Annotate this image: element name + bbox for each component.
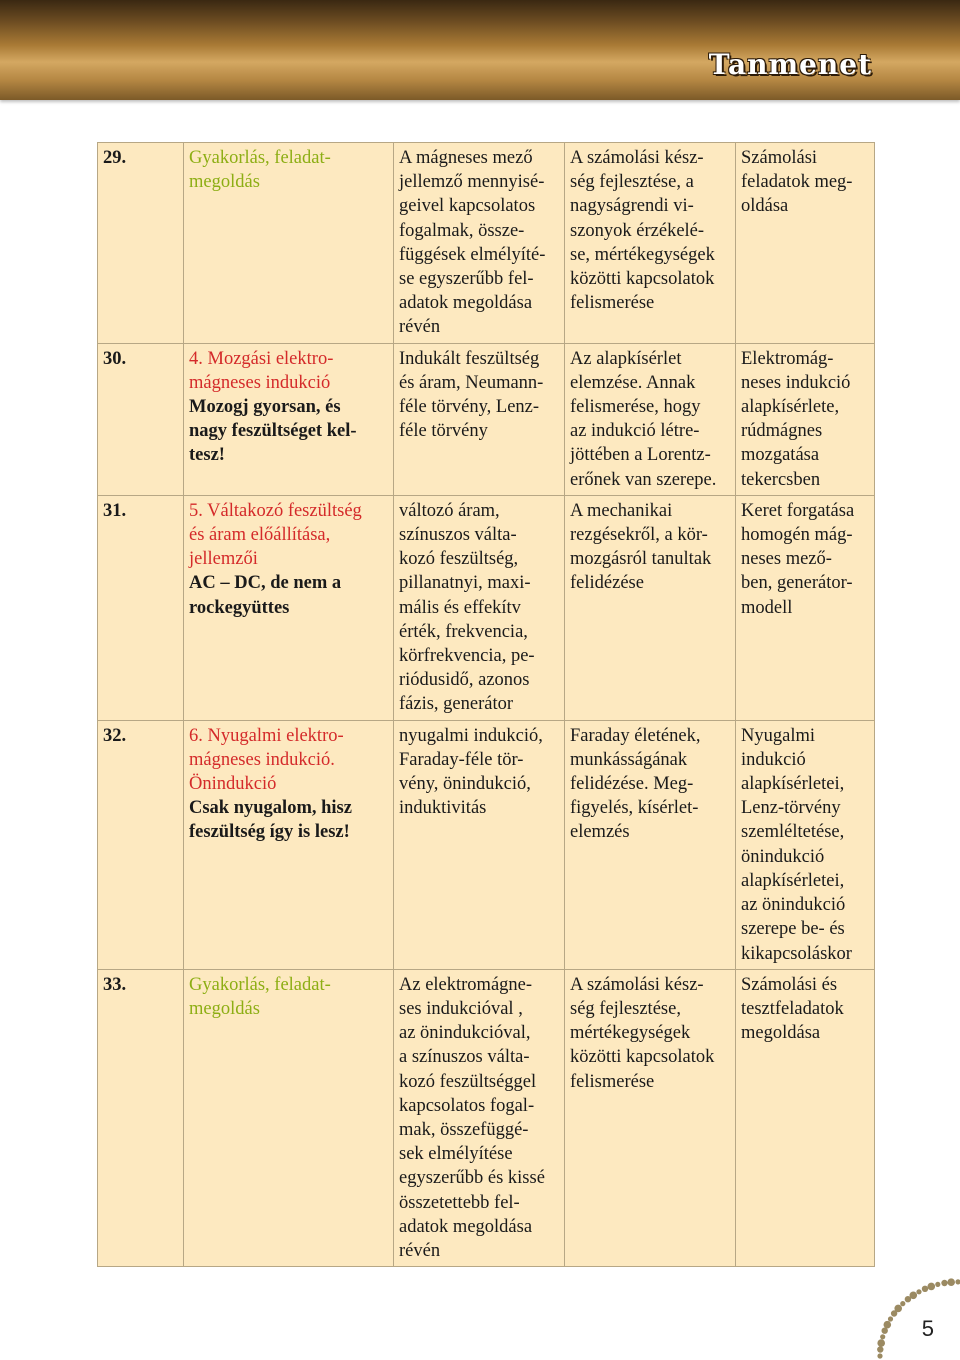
goal-line: nagyságrendi vi- — [570, 196, 694, 217]
goal-line: jöttében a Lorentz- — [570, 445, 711, 466]
content-line: sek elmélyítése — [399, 1144, 513, 1165]
activity-line: Számolási és — [741, 974, 838, 995]
goal-line: felidézése — [570, 573, 644, 594]
goal-line: erőnek van szerepe. — [570, 469, 717, 490]
content-line: Faraday-féle tör- — [399, 749, 524, 770]
table-row — [98, 495, 875, 720]
goal-line: felismerése — [570, 1071, 655, 1092]
ornament-dot — [922, 1286, 928, 1292]
ornament-dot — [955, 1279, 960, 1284]
lesson-number: 32. — [98, 720, 184, 969]
content-line: jellemző mennyisé- — [399, 172, 545, 193]
content-line: féle törvény, Lenz- — [399, 397, 540, 418]
topic-line: jellemzői — [189, 549, 258, 570]
goal-line: se, mértékegységek — [570, 244, 715, 265]
topic-line: Csak nyugalom, hisz — [189, 798, 352, 819]
topic-line: Önindukció — [189, 774, 277, 795]
activity-line: mozgatása — [741, 445, 820, 466]
lesson-activity — [736, 969, 875, 1266]
content-line: geivel kapcsolatos — [399, 196, 536, 217]
content-line: színuszos válta- — [399, 525, 517, 546]
content-line: A mágneses mező — [399, 148, 533, 168]
activity-line: alapkísérletei, — [741, 774, 845, 795]
activity-line: alapkísérlete, — [741, 397, 840, 418]
goal-line: mértékegységek — [570, 1023, 691, 1044]
lesson-topic — [184, 343, 394, 495]
topic-line: 5. Váltakozó feszültség — [189, 500, 362, 521]
goal-line: ség fejlesztése, a — [570, 172, 694, 193]
content-line: vény, önindukció, — [399, 774, 531, 795]
ornament-dot — [947, 1278, 955, 1286]
ornament-dot — [894, 1305, 902, 1313]
ornament-dot — [935, 1282, 940, 1287]
lesson-activity — [736, 343, 875, 495]
page-number: 5 — [921, 1316, 934, 1341]
lesson-number: 29. — [98, 143, 184, 344]
lesson-goal — [565, 343, 736, 495]
activity-line: Számolási — [741, 148, 818, 168]
page-header-title: Tanmenet — [708, 48, 872, 81]
curriculum-table — [97, 142, 875, 1267]
lesson-topic — [184, 495, 394, 720]
lesson-goal — [565, 495, 736, 720]
activity-line: neses mező- — [741, 549, 832, 570]
ornament-dot — [877, 1353, 882, 1358]
ornament-dot — [877, 1346, 883, 1352]
content-line: mális és effekítv — [399, 597, 521, 618]
content-line: Az elektromágne- — [399, 974, 533, 995]
topic-line: 4. Mozgási elektro- — [189, 348, 334, 369]
lesson-number: 30. — [98, 343, 184, 495]
activity-line: önindukció — [741, 846, 825, 867]
activity-line: modell — [741, 597, 793, 618]
lesson-topic — [184, 143, 394, 344]
lesson-goal — [565, 969, 736, 1266]
table-row — [98, 143, 875, 344]
decorative-dots-ornament — [850, 1260, 960, 1360]
ornament-dot — [877, 1339, 885, 1347]
goal-line: felismerése, hogy — [570, 397, 701, 418]
goal-line: elemzése. Annak — [570, 372, 696, 393]
activity-line: homogén mág- — [741, 525, 853, 546]
goal-line: Faraday életének, — [570, 725, 701, 746]
activity-line: oldása — [741, 196, 789, 217]
activity-line: alapkísérletei, — [741, 870, 845, 891]
activity-line: Lenz-törvény — [741, 798, 841, 819]
content-line: összetettebb fel- — [399, 1192, 520, 1213]
goal-line: mozgásról tanultak — [570, 549, 712, 570]
content-line: pillanatnyi, maxi- — [399, 573, 531, 594]
activity-line: feladatok meg- — [741, 172, 853, 193]
ornament-dot — [910, 1292, 918, 1300]
content-line: körfrekvencia, pe- — [399, 646, 535, 667]
activity-line: szemléltetése, — [741, 822, 845, 843]
topic-line: Gyakorlás, feladat- — [189, 974, 331, 995]
activity-line: Elektromág- — [741, 348, 834, 369]
topic-line: feszültség így is lesz! — [189, 822, 350, 843]
content-line: révén — [399, 1240, 441, 1261]
topic-line: Gyakorlás, feladat- — [189, 148, 331, 168]
content-line: kapcsolatos fogal- — [399, 1095, 535, 1116]
content-line: az önindukcióval, — [399, 1023, 531, 1044]
goal-line: figyelés, kísérlet- — [570, 798, 699, 819]
lesson-topic — [184, 720, 394, 969]
goal-line: A számolási kész- — [570, 974, 704, 995]
goal-line: A számolási kész- — [570, 148, 704, 168]
content-line: kozó feszültség, — [399, 549, 519, 570]
ornament-dot — [941, 1280, 947, 1286]
lesson-number: 31. — [98, 495, 184, 720]
activity-line: Keret forgatása — [741, 500, 855, 521]
goal-line: munkásságának — [570, 749, 688, 770]
ornament-dot — [880, 1334, 885, 1339]
topic-line: tesz! — [189, 445, 225, 466]
activity-line: szerepe be- és — [741, 919, 845, 940]
topic-line: megoldás — [189, 998, 260, 1019]
activity-line: tekercsben — [741, 469, 821, 490]
activity-line: az önindukció — [741, 895, 846, 916]
table-row — [98, 343, 875, 495]
topic-line: AC – DC, de nem a — [189, 573, 342, 594]
lesson-content — [394, 143, 565, 344]
ornament-dot — [916, 1289, 921, 1294]
ornament-dot — [928, 1283, 936, 1291]
topic-line: mágneses indukció — [189, 372, 331, 393]
content-line: se egyszerűbb fel- — [399, 269, 534, 290]
ornament-dot — [900, 1301, 905, 1306]
content-line: féle törvény — [399, 421, 488, 442]
content-line: adatok megoldása — [399, 1216, 533, 1237]
goal-line: közötti kapcsolatok — [570, 1047, 715, 1068]
lesson-topic — [184, 969, 394, 1266]
content-line: fázis, generátor — [399, 694, 514, 715]
goal-line: elemzés — [570, 822, 630, 843]
goal-line: A mechanikai — [570, 500, 673, 521]
content-line: riódusidő, azonos — [399, 670, 530, 691]
lesson-activity — [736, 720, 875, 969]
content-line: és áram, Neumann- — [399, 372, 544, 393]
goal-line: az indukció létre- — [570, 421, 700, 442]
content-line: egyszerűbb és kissé — [399, 1168, 545, 1189]
content-line: nyugalmi indukció, — [399, 725, 543, 746]
topic-line: 6. Nyugalmi elektro- — [189, 725, 344, 746]
goal-line: felismerése — [570, 293, 655, 314]
lesson-activity — [736, 143, 875, 344]
goal-line: rezgésekről, a kör- — [570, 525, 708, 546]
topic-line: rockegyüttes — [189, 597, 290, 618]
content-line: induktivitás — [399, 798, 487, 819]
content-line: adatok megoldása — [399, 293, 533, 314]
content-line: Indukált feszültség — [399, 348, 540, 369]
ornament-dot — [884, 1321, 892, 1329]
activity-line: kikapcsoláskor — [741, 943, 852, 964]
activity-line: tesztfeladatok — [741, 998, 844, 1019]
lesson-content — [394, 720, 565, 969]
goal-line: Az alapkísérlet — [570, 348, 682, 369]
activity-line: neses indukció — [741, 372, 851, 393]
goal-line: ség fejlesztése, — [570, 998, 681, 1019]
activity-line: ben, generátor- — [741, 573, 853, 594]
lesson-content — [394, 495, 565, 720]
content-line: fogalmak, össze- — [399, 220, 525, 241]
content-line: érték, frekvencia, — [399, 621, 528, 642]
content-line: ses indukcióval , — [399, 998, 523, 1019]
content-line: függések elmélyíté- — [399, 244, 546, 265]
topic-line: és áram előállítása, — [189, 525, 331, 546]
ornament-dot — [888, 1316, 893, 1321]
goal-line: szonyok érzékelé- — [570, 220, 705, 241]
lesson-number: 33. — [98, 969, 184, 1266]
lesson-content — [394, 969, 565, 1266]
content-line: mak, összefüggé- — [399, 1119, 529, 1140]
topic-line: nagy feszültséget kel- — [189, 421, 357, 442]
table-row — [98, 720, 875, 969]
content-line: változó áram, — [399, 500, 500, 521]
topic-line: Mozogj gyorsan, és — [189, 397, 341, 418]
goal-line: közötti kapcsolatok — [570, 269, 715, 290]
activity-line: rúdmágnes — [741, 421, 823, 442]
topic-line: mágneses indukció. — [189, 749, 335, 770]
lesson-goal — [565, 143, 736, 344]
topic-line: megoldás — [189, 172, 260, 193]
content-line: kozó feszültséggel — [399, 1071, 537, 1092]
lesson-goal — [565, 720, 736, 969]
activity-line: Nyugalmi — [741, 725, 815, 746]
lesson-content — [394, 343, 565, 495]
activity-line: megoldása — [741, 1023, 821, 1044]
content-line: a színuszos válta- — [399, 1047, 530, 1068]
activity-line: indukció — [741, 749, 806, 770]
lesson-activity — [736, 495, 875, 720]
table-row — [98, 969, 875, 1266]
content-line: révén — [399, 317, 441, 338]
goal-line: felidézése. Meg- — [570, 774, 694, 795]
